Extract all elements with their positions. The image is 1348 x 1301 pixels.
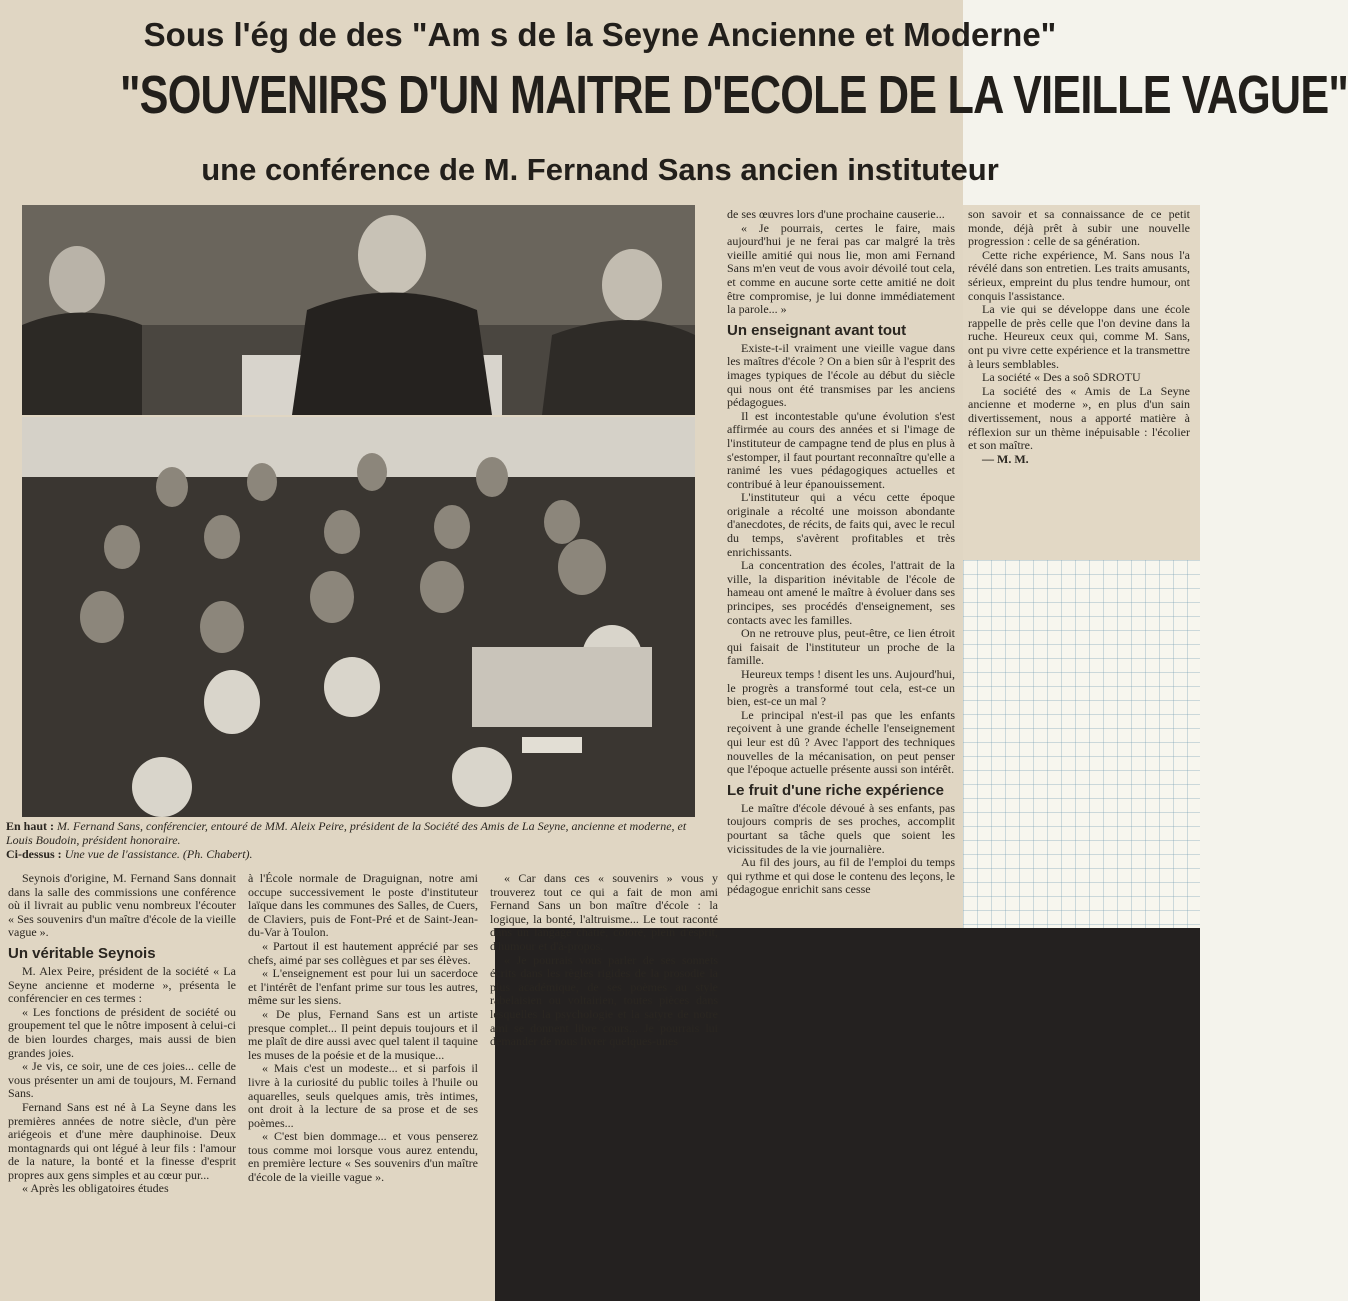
- paragraph: La société « Des a soô SDROTU: [982, 370, 1141, 385]
- paragraph: « Je pourrais, certes le faire, mais aujourd'hui je ne ferai pas car malgré la très vieille amitié qui nous lie, mon ami Fernand Sans m'en veut de vous avoir dévoilé tout cela, et comme en aucune sorte cette amitié ne doit être compromise, je lui donne immédiatement la parole... »: [727, 220, 955, 317]
- paragraph: « Je vis, ce soir, une de ces joies... celle de vous présenter un ami de toujours, M. Fernand Sans.: [8, 1059, 236, 1101]
- paragraph: à l'École normale de Draguignan, notre ami occupe successivement le poste d'instituteur laïque dans les communes des Salles, de Cuers, de Claviers, puis de Font-Pré et de Saint-Jean-du-Var à Toulon.: [248, 871, 478, 940]
- article-column-a: [727, 208, 955, 897]
- paragraph: « De plus, Fernand Sans est un artiste presque complet... Il peint depuis toujours et il me plaît de dire aussi avec quel talent il taquine les muses de la poésie et de la musique...: [248, 1006, 478, 1062]
- article-column-1: [8, 872, 236, 1196]
- paragraph: Heureux temps ! disent les uns. Aujourd'hui, le progrès a transformé tout cela, est-ce un bien, est-ce un mal ?: [727, 667, 955, 709]
- subheading-enseignant: Un enseignant avant tout: [727, 321, 907, 339]
- paragraph: La concentration des écoles, l'attrait de la ville, la disparition inévitable de l'école de hameau ont amené le maître à évoluer dans ses principes, ses procédés d'enseignement, ses contacts avec les familles.: [727, 558, 955, 627]
- paragraph: « Mais c'est un modeste... et si parfois il livre à la curiosité du public toiles à l'huile ou aquarelles, seuls quelques amis, très intimes, ont droit à la lecture de sa prose et de ses poèmes...: [248, 1061, 478, 1130]
- article-column-3: [490, 872, 718, 1049]
- paragraph: M. Alex Peire, président de la société « La Seyne ancienne et moderne », présenta le conférencier en ces termes :: [8, 963, 236, 1006]
- paragraph: Il est incontestable qu'une évolution s'est affirmée au cours des années et si l'image de l'instituteur de campagne tend de plus en plus à s'estomper, il faut pourtant reconnaître qu'elle a ranimé les vues pédagogiques actuelles et contribué à leur épanouissement.: [727, 408, 955, 491]
- caption-label-top: En haut :: [6, 819, 55, 833]
- photo-audience: [22, 417, 695, 817]
- caption-label-bottom: Ci-dessus :: [6, 847, 62, 861]
- kicker-headline: Sous l'ég de des "Am s de la Seyne Ancienne et Moderne": [143, 16, 1057, 53]
- paragraph: « Les fonctions de président de société ou groupement tel que le nôtre imposent à celui-ci de bien lourdes charges, mais aussi de bien grandes joies.: [8, 1004, 236, 1060]
- paragraph: Existe-t-il vraiment une vieille vague dans les maîtres d'école ? On a bien sûr à l'esprit des images typiques de l'école au début du siècle qui nous ont été transmises par les anciens pédagogues.: [727, 340, 955, 410]
- paragraph: Le principal n'est-il pas que les enfants reçoivent à une grande échelle l'enseignement qui leur est dû ? Avec l'apport des techniques nouvelles de la mécanisation, on peut penser que l'époque actuelle présente aussi son intérêt.: [727, 707, 955, 777]
- paragraph: Seynois d'origine, M. Fernand Sans donnait dans la salle des commissions une conférence où il livrait au public venu nombreux l'écouter « Ses souvenirs d'un maître d'école de la vieille vague ».: [8, 871, 236, 940]
- caption-text-bottom: Une vue de l'assistance. (Ph. Chabert).: [64, 847, 253, 861]
- article-column-2: [248, 872, 478, 1185]
- paragraph: « Car dans ces « souvenirs » vous y trouverez tout ce qui a fait de mon ami Fernand Sans un bon maître d'école : la logique, la bonté, l'altruisme... Le tout raconté dans un langage châtié, coloré, plein d'esprit, d'humour et d'à-propos.: [490, 871, 718, 953]
- photo-caption: [6, 819, 706, 861]
- paragraph: L'instituteur qui a vécu cette époque originale a récolté une moisson abondante d'anecdotes, de récits, de faits qui, avec le recul du temps, s'avèrent profitables et très enrichissants.: [727, 490, 955, 559]
- paragraph: de ses œuvres lors d'une prochaine causerie...: [727, 207, 945, 221]
- photo-speakers-image: [22, 205, 695, 415]
- main-headline: "SOUVENIRS D'UN MAITRE D'ECOLE DE LA VIEILLE VAGUE": [120, 65, 1348, 125]
- paragraph: « Je pourrais vous parler de ses sonnets écrits dans les règles rigides de la prosodie la plus académique, de ses poèmes au style rabelaisien ou voltairien, toutes pièces dans lesquelles la psychologie et la satyre de notre ami se donnent libre cours... Je pourrais lui demander de nous livrer quelques-unes: [490, 952, 718, 1049]
- paragraph: « Après les obligatoires études: [22, 1181, 169, 1196]
- graph-paper-background: [963, 560, 1200, 928]
- photo-speakers: [22, 205, 695, 415]
- paragraph: « L'enseignement est pour lui un sacerdoce et l'intérêt de l'enfant prime sur tous les autres, même sur les siens.: [248, 966, 478, 1008]
- caption-text-top: M. Fernand Sans, conférencier, entouré de MM. Aleix Peire, président de la Société des Amis de La Seyne, ancienne et moderne, et Louis Boudoin, président honoraire.: [6, 819, 687, 847]
- paragraph: La vie qui se développe dans une école rappelle de près celle que l'on devine dans la ruche. Heureux ceux qui, comme M. Sans, ont pu vivre cette expérience et la transmettre à leurs semblables.: [968, 302, 1190, 371]
- paragraph: « Partout il est hautement apprécié par ses chefs, aimé par ses collègues et par ses élèves.: [248, 938, 478, 967]
- subheading-seynois: Un véritable Seynois: [8, 944, 156, 962]
- subheading-fruit: Le fruit d'une riche expérience: [727, 781, 944, 799]
- paragraph: Au fil des jours, au fil de l'emploi du temps qui rythme et qui dose le contenu des leçons, le pédagogue enrichit sans cesse: [727, 855, 955, 897]
- signature: — M. M.: [982, 451, 1029, 466]
- paragraph: La société des « Amis de La Seyne ancienne et moderne », en plus d'un sain divertissement, nous a apporté matière à réflexion sur un thème inépuisable : l'écolier et son maître.: [968, 383, 1190, 453]
- sub-headline: une conférence de M. Fernand Sans ancien instituteur: [201, 152, 999, 187]
- article-column-right: [968, 208, 1190, 466]
- photo-audience-image: [22, 417, 695, 817]
- paragraph: son savoir et sa connaissance de ce petit monde, déjà prêt à subir une nouvelle progression : celle de sa génération.: [968, 207, 1190, 249]
- paragraph: Fernand Sans est né à La Seyne dans les premières années de notre siècle, d'un père ariégeois et d'une mère dauphinoise. Deux montagnards qui ont légué à leur fils : l'amour de la nature, la bonté et la finesse d'esprit propres aux gens simples et au cœur pur...: [8, 1099, 236, 1182]
- paragraph: On ne retrouve plus, peut-être, ce lien étroit qui faisait de l'instituteur un proche de la famille.: [727, 626, 955, 668]
- paragraph: « C'est bien dommage... et vous penserez tous comme moi lorsque vous aurez entendu, en première lecture « Ses souvenirs d'un maître d'école de la vieille vague ».: [248, 1129, 478, 1185]
- paragraph: Cette riche expérience, M. Sans nous l'a révélé dans son entretien. Les traits amusants, sérieux, empreint du plus tendre humour, ont conquis l'assistance.: [968, 247, 1190, 303]
- paragraph: Le maître d'école dévoué à ses enfants, pas toujours compris de ses proches, accomplit pourtant sa tâche quels que soient les vicissitudes de la vie journalière.: [727, 800, 955, 856]
